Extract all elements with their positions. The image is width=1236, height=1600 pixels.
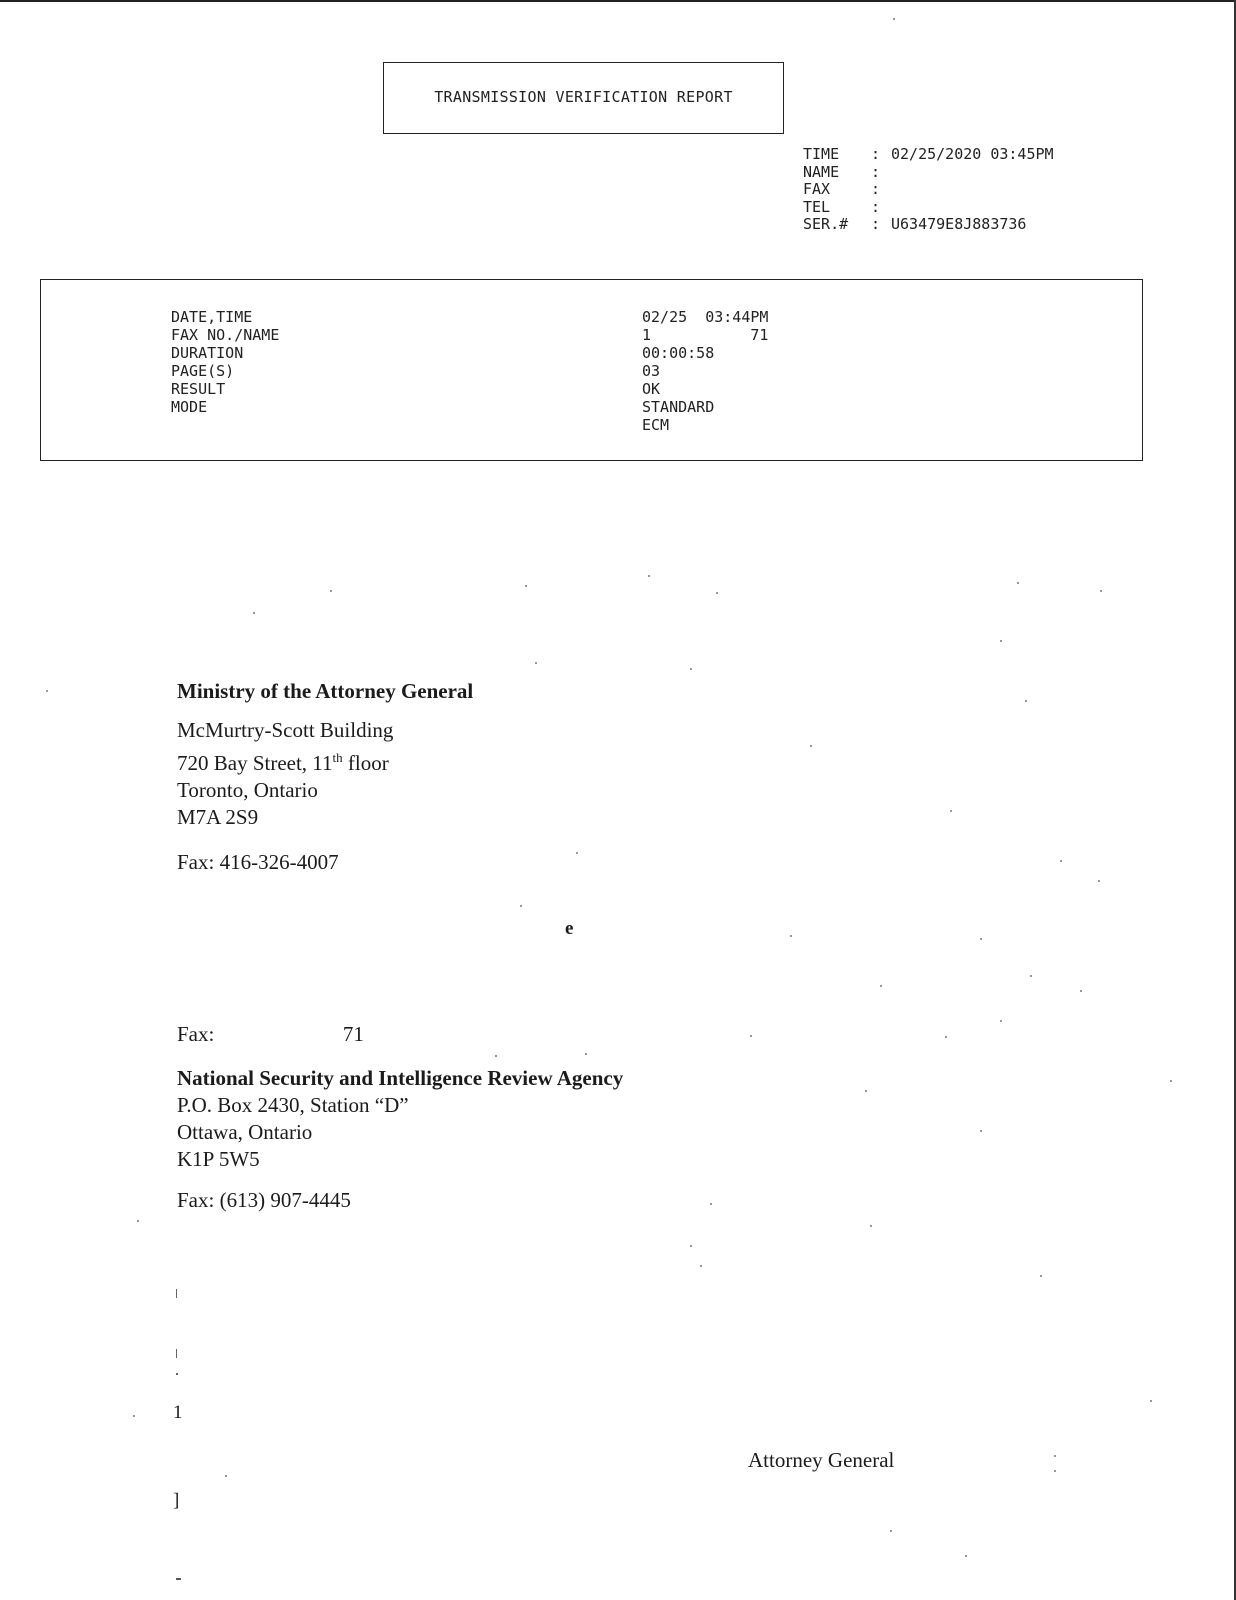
sender-block (177, 678, 473, 876)
detail-value: 00:00:58 (642, 344, 715, 362)
report-header-info (803, 146, 1054, 234)
header-row-serial (803, 216, 1054, 234)
detail-value: STANDARD (642, 398, 715, 416)
recipient-fax-label: Fax: (177, 1022, 215, 1046)
sender-name: Ministry of the Attorney General (177, 679, 474, 703)
sender-postal: M7A 2S9 (177, 805, 259, 829)
header-sep: : (871, 162, 881, 181)
header-key: SER.# (803, 215, 849, 233)
detail-label: DATE,TIME (171, 308, 253, 326)
recipient-city: Ottawa, Ontario (177, 1120, 313, 1144)
header-value: 02/25/2020 03:45PM (891, 145, 1054, 163)
detail-label: MODE (171, 398, 208, 416)
detail-label: RESULT (171, 380, 226, 398)
street-prefix: 720 Bay Street, 11 (177, 751, 333, 775)
recipient-postal: K1P 5W5 (177, 1147, 260, 1171)
header-sep: : (871, 180, 881, 198)
detail-label: FAX NO./NAME (171, 326, 280, 344)
sender-street (177, 744, 473, 777)
detail-value: 02/25 03:44PM (642, 308, 769, 326)
header-sep: : (871, 197, 881, 216)
header-row-fax (803, 181, 1054, 199)
detail-value: 1 71 (642, 326, 769, 344)
detail-labels (171, 308, 279, 416)
header-value: U63479E8J883736 (891, 215, 1027, 233)
detail-values (642, 308, 768, 434)
header-row-tel (803, 199, 1054, 217)
recipient-fax-number: 71 (342, 1022, 364, 1046)
detail-value: 03 (642, 362, 661, 380)
report-title: TRANSMISSION VERIFICATION REPORT (434, 88, 733, 106)
detail-value: ECM (642, 416, 670, 434)
recipient-block (177, 1065, 623, 1214)
header-row-name (803, 164, 1054, 182)
recipient-name: National Security and Intelligence Review Agency (177, 1066, 624, 1090)
margin-tick (176, 1349, 177, 1358)
detail-value: OK (642, 380, 661, 398)
sender-building: McMurtry-Scott Building (177, 718, 394, 742)
recipient-fax: Fax: (613) 907-4445 (177, 1188, 351, 1212)
report-title-box (383, 62, 784, 134)
stray-letter: e (565, 918, 574, 939)
sender-city: Toronto, Ontario (177, 778, 318, 802)
margin-mark-1: 1 (173, 1402, 183, 1423)
header-sep: : (871, 145, 881, 163)
street-superscript: th (332, 750, 343, 765)
margin-tick (176, 1289, 177, 1298)
signature-title: Attorney General (748, 1448, 895, 1472)
margin-dot (176, 1373, 178, 1375)
recipient-fax-line (177, 1022, 364, 1047)
margin-dash (176, 1578, 181, 1580)
header-row-time (803, 146, 1054, 164)
header-key: TIME (803, 145, 840, 163)
recipient-po-box: P.O. Box 2430, Station “D” (177, 1093, 409, 1117)
header-key: NAME (803, 162, 840, 181)
transmission-detail-box (40, 279, 1143, 461)
street-suffix: floor (342, 751, 389, 775)
header-sep: : (871, 215, 881, 233)
detail-label: PAGE(S) (171, 362, 235, 380)
header-key: TEL (803, 197, 831, 216)
sender-fax: Fax: 416-326-4007 (177, 850, 339, 874)
detail-label: DURATION (171, 344, 244, 362)
page-top-edge (0, 0, 1236, 2)
margin-mark-bracket: ] (173, 1490, 180, 1511)
header-key: FAX (803, 180, 831, 198)
